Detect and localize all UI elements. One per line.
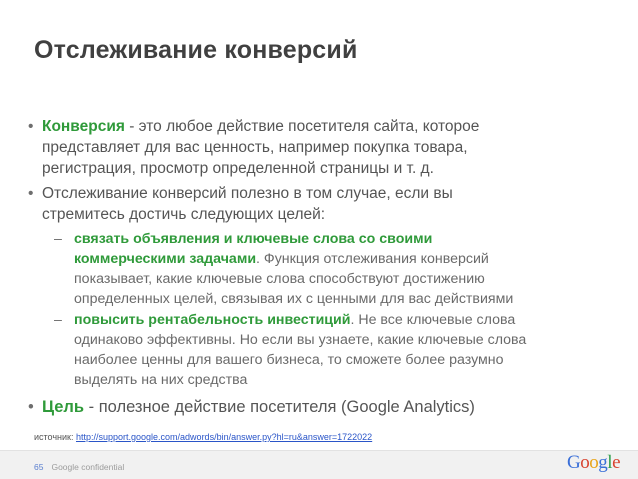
sub-lead: связать объявления и ключевые слова со своими (74, 231, 433, 247)
source-link[interactable]: http://support.google.com/adwords/bin/answer.py?hl=ru&answer=1722022 (75, 432, 373, 442)
source-note (34, 432, 372, 442)
bullet-text: - полезное действие посетителя (Google Analytics) (84, 398, 475, 416)
bullet-tracking (26, 183, 616, 225)
slide-title: Отслеживание конверсий (34, 36, 358, 64)
bullet-dot: • (28, 185, 34, 202)
dash-marker: – (54, 312, 62, 328)
term-conversion: Конверсия (42, 118, 125, 135)
source-label: источник: (34, 432, 76, 442)
footer-info (34, 462, 124, 472)
bullet-text: - это любое действие посетителя сайта, которое (124, 118, 480, 135)
bullet-text: представляет для вас ценность, например покупка товара, (42, 139, 468, 156)
sub-text: . Не все ключевые слова (350, 312, 516, 328)
bullet-dot: • (28, 118, 34, 135)
bullet-text: стремитесь достичь следующих целей: (42, 206, 326, 223)
sub-text: определенных целей, связывая их с ценными для вас действиями (74, 291, 514, 307)
bullet-conversion (26, 116, 616, 179)
term-goal: Цель (42, 398, 85, 416)
sub-text: наиболее ценны для вашего бизнеса, то сможете более разумно (74, 352, 504, 368)
page-number: 65 (34, 462, 44, 472)
slide-content (26, 116, 616, 422)
confidential-label: Google confidential (51, 462, 125, 472)
sub-text: показывает, какие ключевые слова способствуют достижению (74, 271, 485, 287)
sub-text: выделять на них средства (74, 372, 248, 388)
bullet-dot: • (28, 398, 34, 416)
bullet-text: регистрация, просмотр определенной страницы и т. д. (42, 160, 434, 177)
subbullet-link-ads (26, 229, 616, 309)
bullet-goal (26, 396, 616, 418)
sub-lead: повысить рентабельность инвестиций (74, 312, 351, 328)
dash-marker: – (54, 231, 62, 247)
subbullet-roi (26, 310, 616, 390)
google-logo: Google (567, 452, 620, 473)
bullet-text: Отслеживание конверсий полезно в том случае, если вы (42, 185, 453, 202)
sub-text: одинаково эффективны. Но если вы узнаете, какие ключевые слова (74, 332, 527, 348)
sub-text: . Функция отслеживания конверсий (256, 251, 489, 267)
sub-lead: коммерческими задачами (74, 251, 257, 267)
